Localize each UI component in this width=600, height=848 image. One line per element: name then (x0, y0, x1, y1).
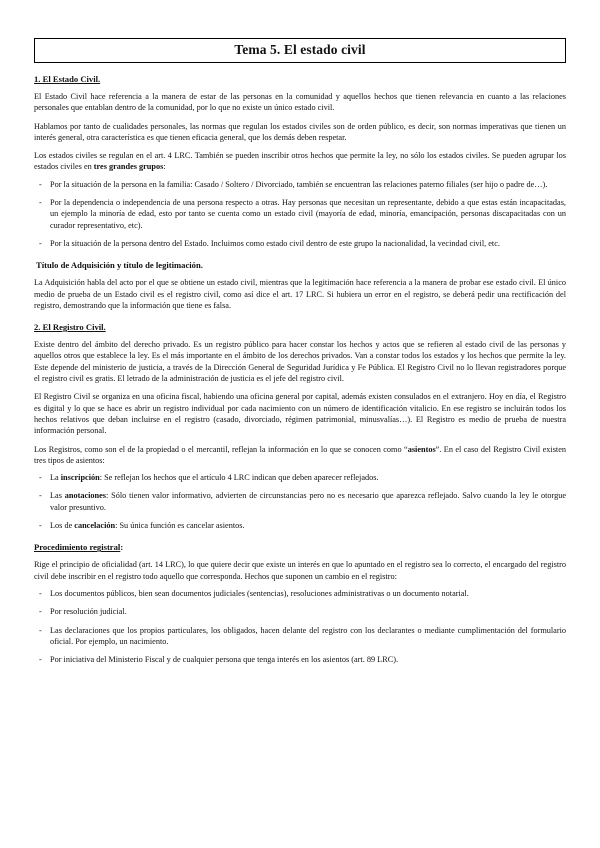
list-item: - Los documentos públicos, bien sean documentos judiciales (sentencias), resoluciones administrativas o un documento notarial. (34, 588, 566, 599)
section-2-paragraph-2: El Registro Civil se organiza en una oficina fiscal, habiendo una oficina general por capital, además existen consulados en el extranjero. Hoy en día, el Registro es digital y lo que se hace es abrir un registro individual por cada nacimiento con un número de identificación vitalicio. En ese registro se incluirán todos los hechos relativos que deban incluirse en el registro (casado, divorciado, régimen patrimonial, minusvalías…). El Registro es medio de prueba de nuestra información personal. (34, 392, 566, 436)
asientos-list (34, 472, 566, 531)
registry-changes-list (34, 588, 566, 665)
section-2-paragraph-4: Rige el principio de oficialidad (art. 14 LRC), lo que quiere decir que existe un interés en que lo apuntado en el registro sea lo correcto, el encargado del registro civil debe inscribir en el registro todo aquello que corresponda. Hechos que suponen un cambio en el registro: (34, 560, 566, 581)
list-item: - Por la dependencia o independencia de una persona respecto a otras. Hay personas que necesitan un representante, debido a que estas están incapacitadas, un ejemplo la minoría de edad, esto por tanto se cuenta como un estado civil (mayoría de edad, minoría, emancipación, personas discapacitadas con un curador representativo, etc). (34, 197, 566, 231)
list-item: - Por resolución judicial. (34, 606, 566, 617)
list-item: - Las anotaciones: Sólo tienen valor informativo, advierten de circunstancias pero no es necesario que aparezca reflejado. Salvo cuando la ley le otorgue valor presuntivo. (34, 490, 566, 513)
section-1-paragraph-1: El Estado Civil hace referencia a la manera de estar de las personas en la comunidad y aquellos hechos que tienen relevancia en cuanto a las relaciones personales que entablan dentro de la comunidad, por lo que no existe un único estado civil. (34, 92, 566, 113)
list-item: - Las declaraciones que los propios particulares, los obligados, hacen delante del registro con los declarantes o mediante cumplimentación del formulario oficial. Por ejemplo, un nacimiento. (34, 625, 566, 648)
civil-state-groups-list (34, 179, 566, 249)
subsection-heading-procedimiento: Procedimiento registral: (34, 542, 124, 553)
list-item: - Por la situación de la persona en la familia: Casado / Soltero / Divorciado, también se encuentran las relaciones paterno filiales (ser hijo o padre de…). (34, 179, 566, 190)
document-title: Tema 5. El estado civil (34, 38, 566, 63)
list-item: - Por la situación de la persona dentro del Estado. Incluimos como estado civil dentro de este grupo la nacionalidad, la vecindad civil, etc. (34, 238, 566, 249)
section-1-paragraph-3: Los estados civiles se regulan en el art. 4 LRC. También se pueden inscribir otros hechos que permite la ley, no sólo los estados civiles. Se pueden agrupar los estados civiles en tres grandes grupos: (34, 151, 566, 172)
section-2-paragraph-1: Existe dentro del ámbito del derecho privado. Es un registro público para hacer constar los hechos y actos que se refieren al estado civil de las personas y aquellos otros que establece la ley. Es el más importante en el ámbito de los derechos privados. Van a constar todos los estados y los hechos que permite la ley. Este depende del ministerio de justicia, a través de la Dirección General de Seguridad Jurídica y Fe Pública. El Registro Civil no lo llevan registradores porque el registro civil es gratis. El letrado de la administración de justicia es el jefe del registro civil. (34, 340, 566, 384)
section-2-paragraph-3: Los Registros, como son el de la propiedad o el mercantil, reflejan la información en lo que se conocen como “asientos”. En el caso del Registro Civil existen tres tipos de asientos: (34, 444, 566, 465)
list-item: - Los de cancelación: Su única función es cancelar asientos. (34, 520, 566, 531)
document-page (34, 38, 566, 672)
section-1-paragraph-2: Hablamos por tanto de cualidades personales, las normas que regulan los estados civiles son de orden público, es decir, son normas imperativas que tienen un interés general, otra característica es que tienen eficacia general, que los demás deben respetar. (34, 121, 566, 142)
bold-term: asientos (407, 444, 436, 454)
list-item: - Por iniciativa del Ministerio Fiscal y de cualquier persona que tenga interés en los asientos (art. 89 LRC). (34, 654, 566, 665)
bold-term: tres grandes grupos (93, 162, 164, 172)
section-2-heading: 2. El Registro Civil. (34, 322, 106, 333)
subsection-heading-adquisicion: Título de Adquisición y título de legitimación. (36, 260, 203, 271)
list-item: - La inscripción: Se reflejan los hechos que el artículo 4 LRC indican que deben aparecer reflejados. (34, 472, 566, 483)
section-1-heading: 1. El Estado Civil. (34, 74, 101, 84)
section-1-paragraph-4: La Adquisición habla del acto por el que se obtiene un estado civil, mientras que la legitimación hace referencia a la manera de probar ese estado civil. El único medio de prueba de un Estado civil es el registro civil, como así dice el art. 17 LRC. Si hubiera un error en el registro, se deberá pedir una rectificación del registro, demostrando que la información que tiene es falsa. (34, 278, 566, 310)
